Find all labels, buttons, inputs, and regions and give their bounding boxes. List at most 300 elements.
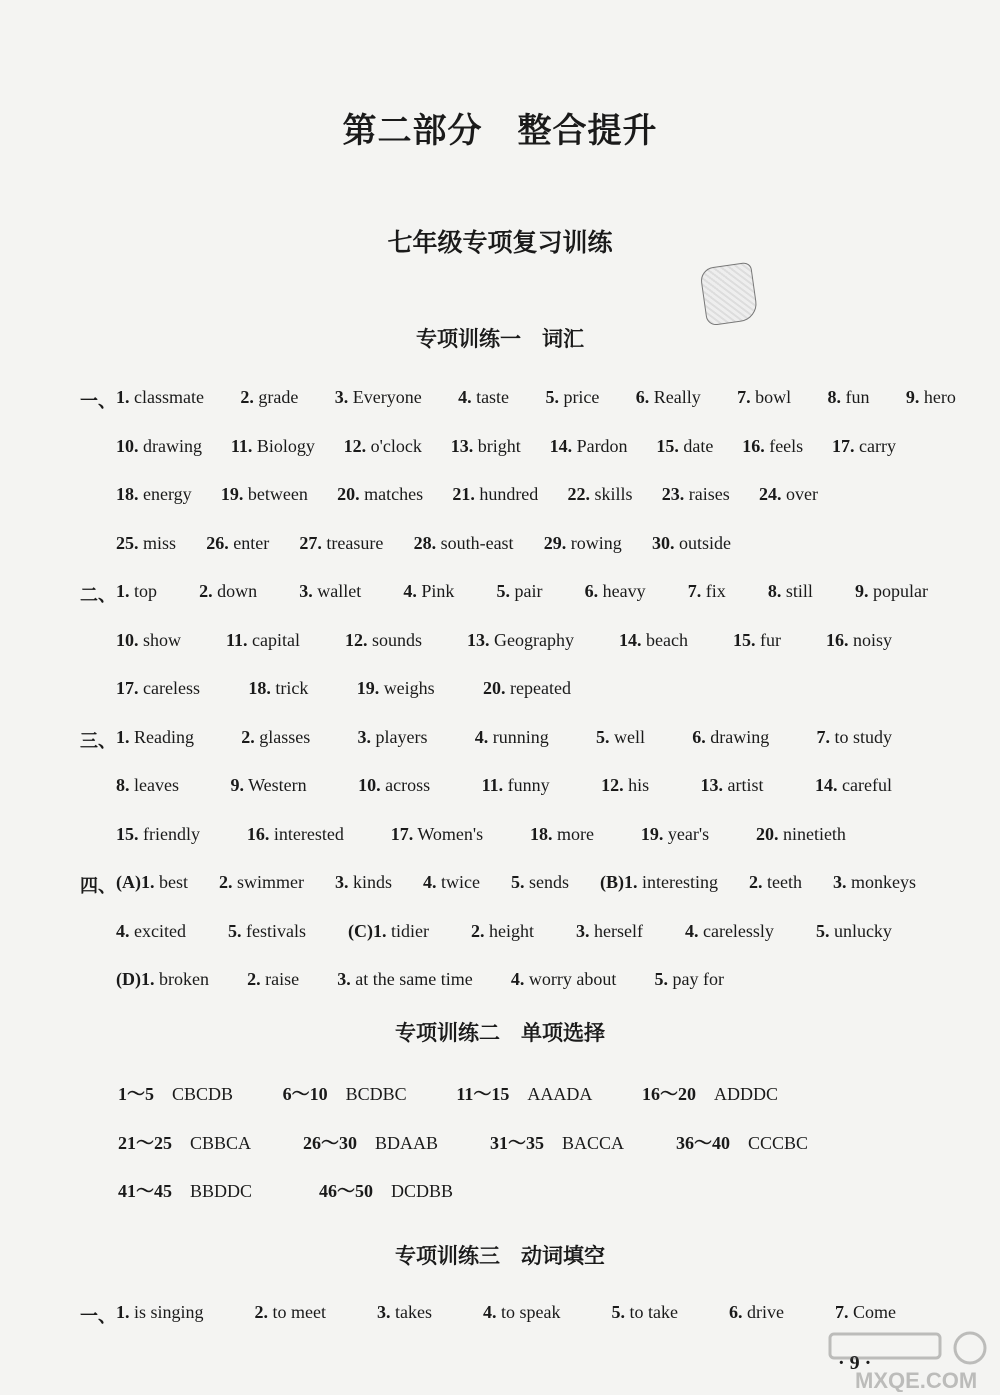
answer-text: wallet bbox=[312, 581, 362, 601]
answer-number: 6. bbox=[635, 387, 650, 407]
answer-text: best bbox=[154, 872, 188, 892]
answer-item bbox=[576, 921, 643, 942]
answer-number: 3. bbox=[334, 387, 349, 407]
answer-number: 5. bbox=[815, 920, 830, 941]
answer-text: down bbox=[212, 581, 258, 601]
answer-text: drive bbox=[742, 1302, 784, 1322]
answer-number: 36～40 bbox=[675, 1132, 730, 1153]
answer-number: 27. bbox=[299, 532, 322, 553]
answer-number: 9. bbox=[230, 775, 244, 795]
answer-text: CCCBC bbox=[729, 1132, 808, 1153]
answer-text: Geography bbox=[489, 629, 575, 650]
answer-number: 18. bbox=[530, 823, 553, 844]
answer-text: across bbox=[380, 775, 431, 795]
answer-text: CBBCA bbox=[172, 1132, 252, 1153]
answer-number: 7. bbox=[737, 387, 751, 407]
answer-text: Reading bbox=[129, 726, 194, 747]
answer-text: outside bbox=[674, 532, 731, 553]
answer-row bbox=[118, 1129, 808, 1155]
answer-text: Pink bbox=[416, 581, 455, 601]
answer-text: more bbox=[552, 823, 594, 844]
answer-number: 24. bbox=[759, 484, 782, 504]
answer-item bbox=[231, 436, 315, 457]
answer-number: 14. bbox=[549, 435, 573, 456]
answer-number: 16. bbox=[825, 629, 849, 650]
answer-item bbox=[641, 824, 709, 845]
answer-text: between bbox=[243, 484, 308, 504]
answer-row bbox=[116, 1302, 896, 1323]
answer-row bbox=[116, 921, 892, 942]
answer-number: 10. bbox=[116, 629, 139, 650]
answer-text: drawing bbox=[705, 726, 770, 747]
answer-number: 6. bbox=[584, 581, 599, 601]
answer-text: is singing bbox=[129, 1302, 204, 1322]
answer-item bbox=[116, 484, 192, 505]
answer-item bbox=[596, 727, 645, 748]
answer-row bbox=[116, 533, 731, 554]
answer-item bbox=[585, 581, 646, 602]
answer-text: feels bbox=[764, 435, 804, 456]
answer-item bbox=[835, 1302, 896, 1323]
answer-number: 4. bbox=[482, 1302, 497, 1322]
answer-text: running bbox=[488, 726, 549, 747]
answer-number: 13. bbox=[450, 435, 474, 456]
answer-item bbox=[116, 387, 204, 408]
answer-item bbox=[742, 436, 803, 457]
answer-number: 41～45 bbox=[118, 1181, 172, 1201]
answer-text: carry bbox=[854, 435, 896, 456]
answer-text: tidier bbox=[386, 920, 429, 941]
answer-text: players bbox=[371, 726, 428, 747]
answer-text: swimmer bbox=[232, 872, 304, 892]
answer-text: energy bbox=[138, 484, 192, 504]
row-prefix: 一、 bbox=[80, 1306, 116, 1326]
answer-number: 15. bbox=[116, 823, 139, 844]
answer-text: unlucky bbox=[829, 920, 892, 941]
answer-item bbox=[358, 775, 430, 796]
answer-text: show bbox=[138, 629, 182, 650]
answer-number: 19. bbox=[220, 484, 244, 504]
answer-item bbox=[816, 921, 892, 942]
answer-text: interesting bbox=[637, 872, 718, 892]
answer-number: 2. bbox=[470, 920, 485, 941]
answer-item bbox=[335, 387, 422, 408]
answer-item bbox=[756, 824, 846, 845]
answer-number: 2. bbox=[748, 872, 763, 892]
answer-number: 15. bbox=[732, 629, 756, 650]
answer-number: 19. bbox=[356, 678, 380, 698]
answer-item bbox=[230, 775, 306, 796]
answer-item bbox=[729, 1302, 784, 1323]
answer-text: Come bbox=[848, 1302, 896, 1322]
answer-item bbox=[357, 678, 435, 699]
answer-text: ninetieth bbox=[778, 823, 846, 844]
answer-item bbox=[414, 533, 514, 554]
answer-row bbox=[116, 969, 724, 990]
answer-text: BDAAB bbox=[357, 1132, 439, 1153]
answer-item bbox=[118, 1177, 252, 1203]
answer-number: 3. bbox=[357, 726, 371, 747]
answer-number: 20. bbox=[483, 678, 506, 698]
answer-text: year's bbox=[663, 823, 710, 844]
answer-row bbox=[116, 727, 892, 748]
answer-number: 8. bbox=[767, 581, 782, 601]
answer-text: CBCDB bbox=[154, 1084, 234, 1104]
answer-number: 3. bbox=[299, 581, 313, 601]
answer-number: 14. bbox=[815, 775, 838, 795]
answer-number: 1～5 bbox=[118, 1084, 154, 1104]
answer-text: south-east bbox=[436, 532, 514, 553]
answer-text: BCDBC bbox=[327, 1084, 407, 1104]
answer-number: 1. bbox=[116, 726, 130, 747]
answer-text: popular bbox=[868, 581, 928, 601]
answer-text: Women's bbox=[413, 823, 484, 844]
answer-item bbox=[206, 533, 269, 554]
answer-number: 4. bbox=[458, 387, 472, 407]
answer-number: 19. bbox=[640, 823, 664, 844]
answer-text: friendly bbox=[138, 823, 200, 844]
answer-text: DCDBB bbox=[372, 1181, 453, 1201]
answer-number: 6. bbox=[692, 726, 706, 747]
answer-text: heavy bbox=[598, 581, 646, 601]
answer-item bbox=[247, 824, 344, 845]
answer-item bbox=[451, 436, 521, 457]
answer-item bbox=[299, 581, 361, 602]
answer-text: to take bbox=[624, 1302, 678, 1322]
answer-item bbox=[228, 921, 306, 942]
answer-text: his bbox=[623, 775, 650, 795]
answer-item bbox=[701, 775, 764, 796]
answer-text: pair bbox=[510, 581, 543, 601]
answer-item bbox=[358, 727, 428, 748]
answer-item bbox=[759, 484, 818, 505]
answer-text: herself bbox=[589, 920, 643, 941]
answer-item bbox=[116, 921, 186, 942]
answer-number: 12. bbox=[343, 435, 367, 456]
answer-text: glasses bbox=[254, 726, 311, 747]
answer-item bbox=[490, 1129, 624, 1155]
section2-title: 专项训练二 单项选择 bbox=[395, 1021, 605, 1045]
answer-text: excited bbox=[129, 920, 186, 941]
answer-row bbox=[116, 436, 896, 457]
answer-number: 21～25 bbox=[118, 1132, 172, 1153]
answer-row bbox=[116, 678, 571, 699]
answer-text: to study bbox=[829, 726, 892, 747]
answer-text: height bbox=[484, 920, 534, 941]
answer-number: 18. bbox=[248, 678, 271, 698]
answer-number: 13. bbox=[467, 629, 490, 650]
answer-item bbox=[456, 1080, 592, 1106]
answer-item bbox=[483, 1302, 560, 1323]
answer-number: 4. bbox=[474, 726, 489, 747]
grade-title: 七年级专项复习训练 bbox=[387, 230, 613, 257]
answer-item bbox=[116, 678, 200, 699]
answer-number: 21. bbox=[452, 484, 475, 504]
answer-item bbox=[550, 436, 628, 457]
answer-number: 3. bbox=[337, 969, 351, 989]
answer-number: (A)1. bbox=[116, 872, 155, 892]
answer-number: 5. bbox=[654, 969, 668, 989]
answer-number: 22. bbox=[567, 484, 591, 504]
answer-text: funny bbox=[503, 775, 550, 795]
answer-text: sends bbox=[524, 872, 569, 892]
answer-text: price bbox=[558, 387, 600, 407]
part-title: 第二部分 整合提升 bbox=[342, 113, 658, 150]
row-prefix: 二、 bbox=[80, 585, 116, 605]
answer-number: 9. bbox=[855, 581, 869, 601]
answer-item bbox=[530, 824, 594, 845]
answer-number: 2. bbox=[219, 872, 233, 892]
answer-item bbox=[116, 630, 181, 651]
answer-text: festivals bbox=[241, 920, 306, 941]
answer-item bbox=[906, 387, 956, 408]
answer-number: 31～35 bbox=[489, 1132, 544, 1153]
watermark-text: MXQE.COM bbox=[855, 1368, 978, 1392]
answer-item bbox=[511, 969, 616, 990]
answer-number: 5. bbox=[227, 920, 242, 941]
answer-text: Everyone bbox=[348, 387, 422, 407]
answer-item bbox=[833, 872, 916, 893]
answer-text: treasure bbox=[321, 532, 384, 553]
answer-item bbox=[337, 484, 423, 505]
answer-text: well bbox=[609, 726, 645, 747]
answer-item bbox=[116, 533, 176, 554]
answer-item bbox=[118, 1129, 251, 1155]
answer-number: 6～10 bbox=[282, 1084, 328, 1104]
answer-item bbox=[337, 969, 472, 990]
answer-item bbox=[497, 581, 543, 602]
answer-item bbox=[344, 436, 422, 457]
answer-item bbox=[319, 1177, 453, 1203]
answer-text: bright bbox=[473, 435, 521, 456]
answer-number: 11. bbox=[226, 629, 248, 650]
answer-number: 23. bbox=[661, 484, 685, 504]
answer-text: careful bbox=[837, 775, 892, 795]
answer-item bbox=[116, 872, 188, 893]
answer-number: 12. bbox=[345, 629, 368, 650]
answer-number: 4. bbox=[510, 969, 525, 989]
answer-item bbox=[601, 775, 649, 796]
answer-number: 5. bbox=[496, 581, 511, 601]
answer-number: 4. bbox=[684, 920, 699, 941]
answer-row bbox=[116, 484, 818, 505]
answer-item bbox=[116, 436, 202, 457]
answer-number: 2. bbox=[199, 581, 213, 601]
answer-number: 17. bbox=[116, 678, 139, 698]
answer-number: 5. bbox=[611, 1302, 625, 1322]
answer-number: 2. bbox=[241, 726, 255, 747]
answer-item bbox=[685, 921, 774, 942]
answer-row bbox=[116, 824, 846, 845]
answer-number: (C)1. bbox=[347, 920, 387, 941]
answer-text: taste bbox=[471, 387, 510, 407]
answer-number: 11. bbox=[481, 775, 504, 795]
answer-number: 1. bbox=[116, 581, 130, 601]
answer-number: 15. bbox=[656, 435, 679, 456]
answer-item bbox=[482, 775, 550, 796]
answer-text: at the same time bbox=[350, 969, 473, 989]
answer-text: weighs bbox=[379, 678, 435, 698]
answer-text: capital bbox=[247, 629, 301, 650]
answer-number: 6. bbox=[728, 1302, 743, 1322]
answer-text: bowl bbox=[750, 387, 792, 407]
answer-row bbox=[118, 1177, 453, 1203]
answer-text: rowing bbox=[566, 532, 622, 553]
answer-item bbox=[619, 630, 688, 651]
answer-text: hundred bbox=[474, 484, 539, 504]
answer-number: 26. bbox=[206, 532, 229, 553]
answer-text: fun bbox=[841, 387, 870, 407]
answer-number: 2. bbox=[240, 387, 254, 407]
answer-item bbox=[611, 1302, 677, 1323]
answer-number: 2. bbox=[247, 969, 261, 989]
answer-item bbox=[475, 727, 549, 748]
answer-text: raises bbox=[684, 484, 730, 504]
answer-item bbox=[116, 969, 209, 990]
answer-text: Biology bbox=[252, 435, 315, 456]
answer-number: 16. bbox=[742, 435, 765, 456]
answer-text: takes bbox=[390, 1302, 432, 1322]
answer-item bbox=[391, 824, 483, 845]
answer-item bbox=[467, 630, 574, 651]
answer-text: ADDDC bbox=[695, 1084, 778, 1104]
answer-text: top bbox=[129, 581, 158, 601]
answer-text: sounds bbox=[367, 629, 423, 650]
answer-item bbox=[642, 1080, 778, 1106]
answer-item bbox=[335, 872, 392, 893]
answer-item bbox=[768, 581, 813, 602]
answer-item bbox=[737, 387, 791, 408]
stamp-image bbox=[699, 262, 759, 327]
answer-text: trick bbox=[270, 678, 309, 698]
answer-number: 25. bbox=[116, 532, 139, 553]
answer-text: date bbox=[678, 435, 714, 456]
answer-number: 8. bbox=[116, 775, 130, 795]
answer-item bbox=[303, 1129, 438, 1155]
answer-number: 16. bbox=[246, 823, 270, 844]
answer-text: to speak bbox=[496, 1302, 561, 1322]
section3-title: 专项训练三 动词填空 bbox=[395, 1244, 605, 1268]
answer-number: 4. bbox=[403, 581, 417, 601]
answer-item bbox=[199, 581, 257, 602]
answer-row bbox=[116, 581, 928, 602]
answer-item bbox=[483, 678, 571, 699]
answer-text: pay for bbox=[667, 969, 724, 989]
answer-item bbox=[118, 1080, 233, 1106]
answer-number: 1. bbox=[116, 1302, 130, 1322]
answer-item bbox=[636, 387, 701, 408]
answer-item bbox=[116, 1302, 204, 1323]
answer-text: interested bbox=[269, 823, 344, 844]
answer-text: fix bbox=[701, 581, 726, 601]
answer-text: raise bbox=[260, 969, 300, 989]
answer-text: artist bbox=[723, 775, 764, 795]
answer-text: to meet bbox=[268, 1302, 326, 1322]
answer-number: 12. bbox=[601, 775, 624, 795]
answer-item bbox=[458, 387, 509, 408]
answer-number: 4. bbox=[423, 872, 437, 892]
answer-item bbox=[116, 775, 179, 796]
answer-number: 4. bbox=[116, 920, 130, 941]
answer-number: 28. bbox=[413, 532, 437, 553]
answer-number: 5. bbox=[511, 872, 525, 892]
answer-number: 11～15 bbox=[456, 1084, 510, 1104]
row-prefix: 四、 bbox=[80, 876, 116, 896]
answer-item bbox=[545, 387, 599, 408]
answer-item bbox=[248, 678, 308, 699]
answer-item bbox=[733, 630, 781, 651]
answer-item bbox=[255, 1302, 326, 1323]
answer-number: 10. bbox=[358, 775, 381, 795]
answer-item bbox=[600, 872, 718, 893]
answer-item bbox=[221, 484, 308, 505]
answer-number: 26～30 bbox=[303, 1132, 357, 1153]
answer-text: broken bbox=[154, 969, 209, 989]
answer-item bbox=[749, 872, 802, 893]
answer-number: 9. bbox=[905, 387, 920, 407]
answer-text: classmate bbox=[129, 387, 204, 407]
answer-item bbox=[116, 727, 194, 748]
answer-item bbox=[345, 630, 422, 651]
answer-text: hero bbox=[919, 387, 956, 407]
answer-text: BBDDC bbox=[172, 1181, 253, 1201]
answer-number: 5. bbox=[545, 387, 559, 407]
answer-number: 7. bbox=[687, 581, 702, 601]
answer-item bbox=[241, 727, 310, 748]
answer-text: twice bbox=[436, 872, 480, 892]
answer-text: skills bbox=[590, 484, 633, 504]
answer-item bbox=[283, 1080, 407, 1106]
answer-item bbox=[662, 484, 730, 505]
answer-item bbox=[828, 387, 870, 408]
answer-row bbox=[116, 872, 916, 893]
answer-item bbox=[377, 1302, 432, 1323]
answer-number: 7. bbox=[816, 726, 830, 747]
answer-number: (D)1. bbox=[116, 969, 155, 989]
answer-text: repeated bbox=[505, 678, 571, 698]
answer-item bbox=[471, 921, 534, 942]
answer-item bbox=[654, 969, 723, 990]
answer-text: AAADA bbox=[509, 1084, 593, 1104]
answer-number: 29. bbox=[543, 532, 567, 553]
answer-text: Pardon bbox=[572, 435, 628, 456]
answer-text: teeth bbox=[762, 872, 802, 892]
answer-text: leaves bbox=[129, 775, 179, 795]
answer-number: 16～20 bbox=[641, 1084, 696, 1104]
answer-item bbox=[452, 484, 538, 505]
answer-number: 3. bbox=[832, 872, 847, 892]
answer-number: 3. bbox=[377, 1302, 391, 1322]
answer-row bbox=[116, 630, 892, 651]
answer-item bbox=[219, 872, 304, 893]
row-prefix: 三、 bbox=[80, 730, 116, 751]
answer-number: 18. bbox=[116, 484, 139, 504]
answer-number: 14. bbox=[619, 629, 642, 650]
answer-item bbox=[826, 630, 892, 651]
answer-item bbox=[511, 872, 569, 893]
answer-text: careless bbox=[138, 678, 200, 698]
answer-item bbox=[692, 727, 769, 748]
answer-item bbox=[348, 921, 429, 942]
answer-item bbox=[544, 533, 622, 554]
answer-text: miss bbox=[138, 532, 177, 553]
answer-text: Western bbox=[243, 775, 307, 795]
answer-text: grade bbox=[253, 387, 299, 407]
answer-text: over bbox=[781, 484, 818, 504]
page-number: · 9 · bbox=[838, 1352, 872, 1374]
answer-text: o'clock bbox=[366, 435, 422, 456]
answer-number: 13. bbox=[700, 775, 724, 795]
